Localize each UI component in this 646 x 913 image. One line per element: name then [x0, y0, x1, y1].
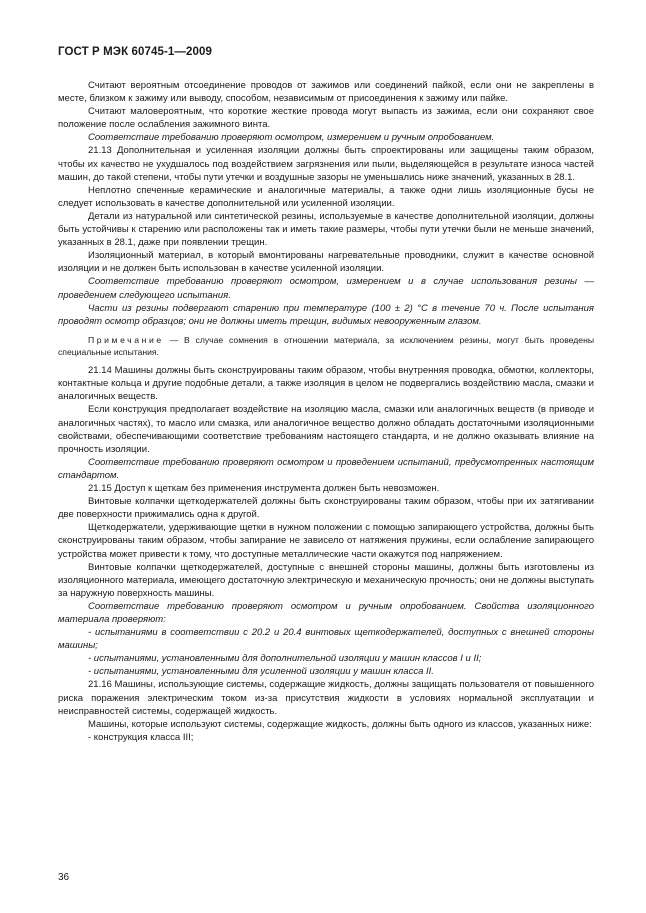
paragraph: Если конструкция предполагает воздействие на изоляцию масла, смазки или аналогичных веществ (в приводе и аналогичных частях), то масло или смазка, или аналогичное вещество должно обладать достаточными изоляционными свойствами, обеспечивающими соответствие требованиям настоящего стандарта, и не должно оказывать влияние на прочность изоляции. — [58, 404, 594, 455]
note-text: — В случае сомнения в отношении материала, за исключением резины, могут быть проведены специальные испытания. — [58, 334, 594, 357]
paragraph-italic: Соответствие требованию проверяют осмотром, измерением и в случае использования резины — проведением следующего испытания. — [58, 276, 594, 301]
paragraph: Считают вероятным отсоединение проводов от зажимов или соединений пайкой, если они не закреплены в месте, близком к зажиму или выводу, способом, независимым от присоединения к зажиму или пайке. — [58, 80, 594, 105]
paragraph: Винтовые колпачки щеткодержателей должны быть сконструированы таким образом, чтобы при их затягивании две поверхности прижимались одна к другой. — [58, 496, 594, 521]
list-item: - испытаниями, установленными для дополнительной изоляции у машин классов I и II; — [88, 653, 482, 665]
paragraph: Машины, которые используют системы, содержащие жидкость, должны быть одного из классов, указанных ниже: — [88, 718, 592, 730]
page-number: 36 — [58, 872, 70, 883]
document-body — [58, 79, 594, 744]
list-item: - конструкция класса III; — [88, 731, 194, 743]
list-item: - испытаниями в соответствии с 20.2 и 20.4 винтовых щеткодержателей, доступных с внешней стороны машины; — [58, 627, 594, 652]
paragraph-italic: Соответствие требованию проверяют осмотром, измерением и ручным опробованием. — [88, 132, 495, 144]
paragraph: 21.14 Машины должны быть сконструированы таким образом, чтобы внутренняя проводка, обмотки, коллекторы, контактные кольца и другие подобные детали, а также изоляция в целом не подвергались воздействию масла, смазки и аналогичных веществ. — [58, 365, 594, 403]
note-label: Примечание — [88, 334, 164, 345]
paragraph-italic: Соответствие требованию проверяют осмотром и проведением испытаний, предусмотренных настоящим стандартом. — [58, 456, 594, 481]
paragraph: 21.15 Доступ к щеткам без применения инструмента должен быть невозможен. — [88, 483, 440, 495]
paragraph: Изоляционный материал, в который вмонтированы нагревательные проводники, служит в качестве основной изоляции и не должен быть использован в качестве усиленной изоляции. — [58, 250, 594, 275]
list-item: - испытаниями, установленными для усиленной изоляции у машин класса II. — [88, 666, 434, 678]
page-header: ГОСТ Р МЭК 60745-1—2009 — [58, 46, 212, 58]
paragraph-italic: Соответствие требованию проверяют осмотром и ручным опробованием. Свойства изоляционного материала проверяют: — [58, 600, 594, 625]
note — [58, 334, 594, 358]
paragraph: Щеткодержатели, удерживающие щетки в нужном положении с помощью запирающего устройства, должны быть сконструированы таким образом, чтобы запирание не зависело от натяжения пружины, если ослабление запирающего устройства может привести к тому, что доступные металлические части окажутся под напряжением. — [58, 522, 594, 560]
paragraph: Неплотно спеченные керамические и аналогичные материалы, а также одни лишь изоляционные бусы не следует использовать в качестве дополнительной или усиленной изоляции. — [58, 184, 594, 209]
paragraph: 21.13 Дополнительная и усиленная изоляции должны быть спроектированы или защищены таким образом, чтобы их качество не ухудшалось под воздействием загрязнения или пыли, выделяющейся в результате износа частей машин, до такой степени, чтобы пути утечки и воздушные зазоры не уменьшались ниже значений, указанных в 28.1. — [58, 145, 594, 183]
paragraph: Детали из натуральной или синтетической резины, используемые в качестве дополнительной изоляции, должны быть устойчивы к старению или расположены так и иметь такие размеры, чтобы пути утечки были не меньше значений, указанных в 28.1, даже при появлении трещин. — [58, 210, 594, 249]
paragraph: Винтовые колпачки щеткодержателей, доступные с внешней стороны машины, должны быть изготовлены из изоляционного материала, имеющего достаточную электрическую и механическую прочность; они не должны выступать за наружную поверхность машины. — [58, 561, 594, 599]
paragraph: Считают маловероятным, что короткие жесткие провода могут выпасть из зажима, если они сохраняют свое положение после ослабления зажимного винта. — [58, 106, 594, 131]
paragraph: 21.16 Машины, использующие системы, содержащие жидкость, должны защищать пользователя от повышенного риска поражения электрическим током из-за присутствия жидкости в условиях нормальной эксплуатации и неисправностей системы, содержащей жидкость. — [58, 679, 594, 717]
paragraph-italic: Части из резины подвергают старению при температуре (100 ± 2) °С в течение 70 ч. После испытания проводят осмотр образцов; они не должны иметь трещин, видимых невооруженным глазом. — [58, 302, 594, 327]
